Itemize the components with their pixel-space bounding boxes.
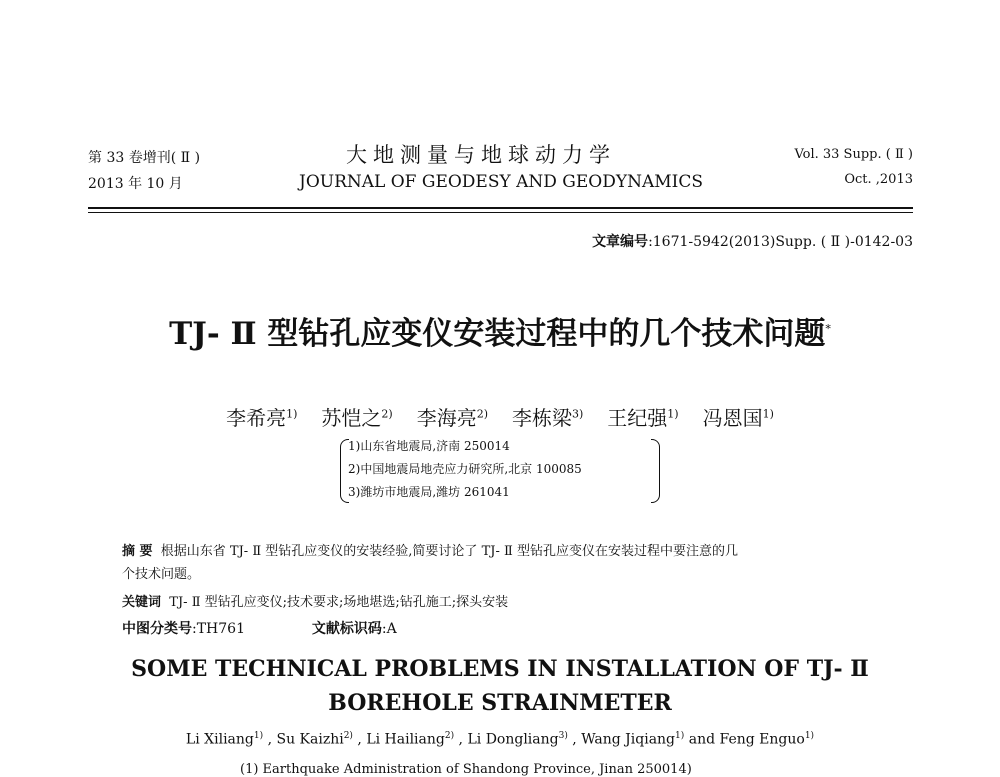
author-en-separator: ,	[567, 731, 582, 748]
author-cn-name: 王纪强	[607, 406, 668, 430]
author-en-name: Li Hailiang	[366, 731, 445, 748]
author-en-name: Li Xiliang	[185, 731, 254, 748]
header-rule-thick	[88, 207, 913, 209]
article-number	[592, 231, 913, 251]
article-number-label: 文章编号	[592, 234, 649, 250]
keywords	[122, 591, 508, 610]
author-en-name: Li Dongliang	[467, 731, 559, 748]
author-en-affil-mark: 1)	[253, 731, 264, 741]
author-en-affil-mark: 2)	[343, 731, 353, 741]
affiliation-en-partial: (1) Earthquake Administration of Shandong Province, Jinan 250014)	[240, 762, 692, 777]
author-cn-name: 李希亮	[226, 406, 287, 430]
paper-title-cn-text: TJ- Ⅱ 型钻孔应变仪安装过程中的几个技术问题	[169, 316, 826, 352]
author-en-affil-mark: 2)	[444, 731, 455, 741]
article-number-value: :1671-5942(2013)Supp. ( Ⅱ )-0142-03	[648, 234, 913, 250]
issue-date-en: Oct. ,2013	[844, 172, 913, 187]
author-en-name: Wang Jiqiang	[581, 731, 676, 748]
author-en-separator: and	[684, 731, 720, 748]
classification	[122, 618, 397, 638]
author-en-separator: ,	[352, 731, 367, 748]
affiliation-cn-3: 3)潍坊市地震局,潍坊 261041	[348, 485, 510, 499]
affiliation-block-cn	[340, 437, 660, 505]
author-cn-affil-mark: 3)	[572, 407, 584, 421]
author-list-cn	[0, 402, 1000, 431]
author-en-separator: ,	[454, 731, 468, 748]
author-cn	[417, 406, 488, 430]
author-cn-affil-mark: 2)	[476, 407, 488, 421]
clc-value: :TH761	[192, 621, 245, 637]
author-cn	[321, 406, 392, 430]
affiliation-cn-1: 1)山东省地震局,济南 250014	[348, 439, 510, 453]
abstract-line-1	[122, 540, 738, 559]
abstract-line-2: 个技术问题。	[122, 567, 201, 582]
issue-date-cn: 2013 年 10 月	[88, 176, 183, 192]
affiliation-right-brace	[651, 439, 660, 503]
author-cn	[512, 406, 583, 430]
author-cn-name: 李海亮	[416, 406, 477, 430]
doc-code-value: :A	[381, 621, 397, 637]
author-en-affil-mark: 1)	[675, 731, 685, 741]
keywords-label: 关键词	[122, 595, 162, 610]
doc-code-label: 文献标识码	[311, 621, 382, 637]
author-cn-name: 李栋梁	[512, 406, 572, 430]
author-cn-affil-mark: 1)	[667, 407, 679, 421]
author-en-separator: ,	[263, 731, 277, 748]
title-footnote-mark: *	[825, 322, 831, 336]
keywords-text: TJ- Ⅱ 型钻孔应变仪;技术要求;场地堪选;钻孔施工;探头安装	[169, 595, 509, 610]
journal-title-en: JOURNAL OF GEODESY AND GEODYNAMICS	[299, 172, 703, 192]
author-cn-affil-mark: 1)	[762, 407, 774, 421]
author-cn-name: 苏恺之	[321, 406, 382, 430]
paper-title-en-line-1: SOME TECHNICAL PROBLEMS IN INSTALLATION OF TJ- Ⅱ	[131, 656, 869, 682]
paper-title-cn	[0, 308, 1000, 353]
header-rule-thin	[88, 212, 913, 213]
author-en-affil-mark: 1)	[804, 731, 815, 741]
author-en-affil-mark: 3)	[558, 731, 568, 741]
author-cn	[607, 406, 678, 430]
author-cn-name: 冯恩国	[702, 406, 763, 430]
author-cn	[703, 406, 774, 430]
volume-issue-cn: 第 33 卷增刊( Ⅱ )	[88, 150, 201, 166]
abstract-text-1: 根据山东省 TJ- Ⅱ 型钻孔应变仪的安装经验,简要讨论了 TJ- Ⅱ 型钻孔应变仪在安装过程中要注意的几	[160, 544, 738, 559]
author-list-en	[0, 731, 1000, 748]
author-en-name: Feng Enguo	[719, 731, 805, 748]
paper-title-en-line-2: BOREHOLE STRAINMETER	[328, 690, 672, 716]
author-cn-affil-mark: 1)	[286, 407, 298, 421]
author-en-name: Su Kaizhi	[276, 731, 344, 748]
affiliation-cn-2: 2)中国地震局地壳应力研究所,北京 100085	[348, 462, 582, 476]
clc-label: 中图分类号	[122, 621, 192, 637]
author-cn-affil-mark: 2)	[381, 407, 393, 421]
author-cn	[226, 406, 297, 430]
volume-issue-en: Vol. 33 Supp. ( Ⅱ )	[794, 147, 913, 162]
journal-title-cn: 大地测量与地球动力学	[346, 143, 616, 167]
abstract-label: 摘 要	[122, 544, 153, 559]
